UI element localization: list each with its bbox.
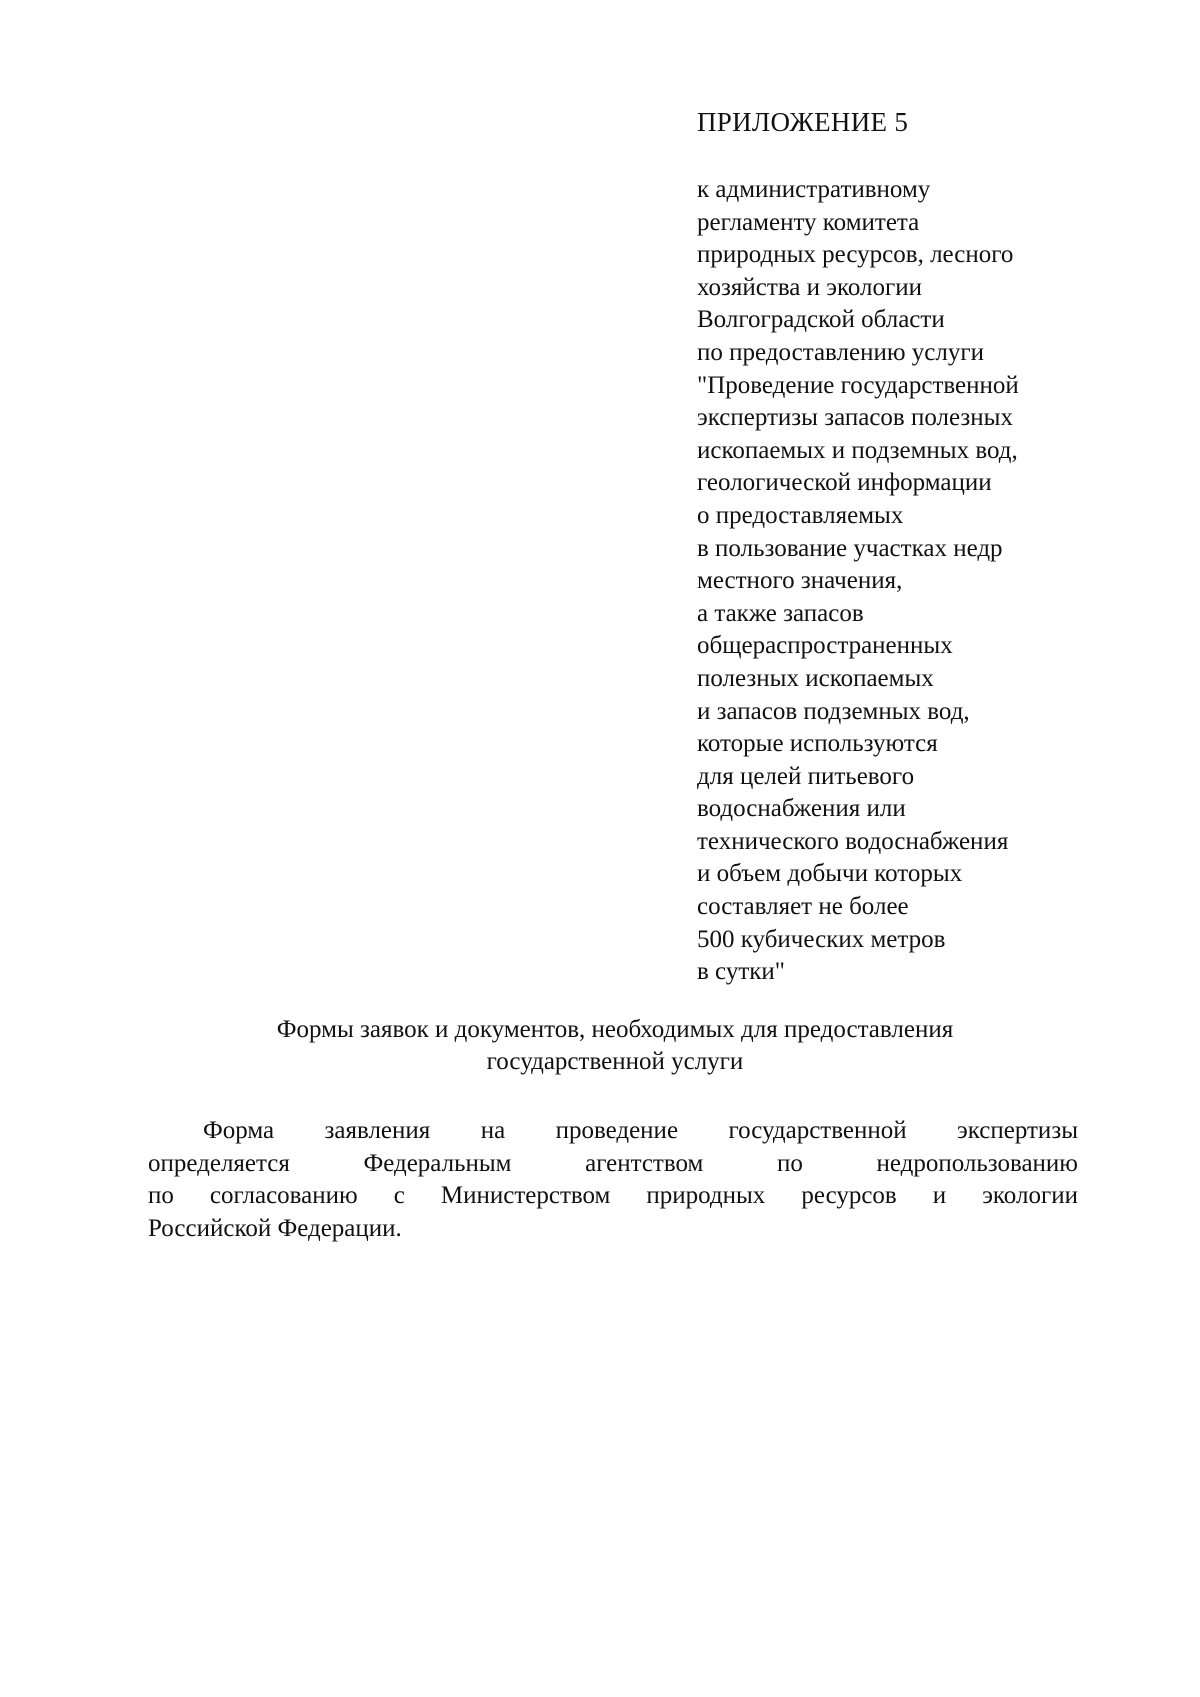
appendix-line: геологической информации <box>697 469 992 497</box>
paragraph-line <box>148 1148 1078 1181</box>
appendix-line: общераспространенных <box>697 632 953 660</box>
appendix-line: в сутки" <box>697 958 785 986</box>
appendix-line: местного значения, <box>697 567 903 595</box>
appendix-line: Волгоградской области <box>697 306 945 334</box>
appendix-line: 500 кубических метров <box>697 925 946 953</box>
section-heading-line: государственной услуги <box>486 1048 744 1075</box>
appendix-line: по предоставлению услуги <box>697 338 984 366</box>
appendix-line: технического водоснабжения <box>697 827 1009 855</box>
appendix-line: составляет не более <box>697 893 909 921</box>
appendix-line: полезных ископаемых <box>697 664 934 692</box>
appendix-line: водоснабжения или <box>697 795 906 823</box>
appendix-line: экспертизы запасов полезных <box>697 404 1013 432</box>
word: Министерством <box>440 1182 611 1209</box>
word: и <box>932 1182 947 1209</box>
word: по <box>148 1182 174 1209</box>
appendix-line: о предоставляемых <box>697 501 904 529</box>
word: заявления <box>324 1117 431 1144</box>
body-paragraph <box>148 1115 1078 1245</box>
word: Форма <box>203 1117 275 1144</box>
word: экологии <box>982 1182 1078 1209</box>
appendix-line: ископаемых и подземных вод, <box>697 436 1018 464</box>
word: природных <box>646 1182 766 1209</box>
word: определяется <box>148 1149 290 1177</box>
word: проведение <box>555 1117 679 1144</box>
word: недропользованию <box>876 1149 1078 1177</box>
word: агентством <box>585 1149 704 1177</box>
appendix-line: которые используются <box>697 730 938 758</box>
paragraph-line <box>148 1180 1078 1213</box>
section-heading <box>140 1014 1090 1078</box>
paragraph-line <box>148 1115 1078 1148</box>
appendix-line: хозяйства и экологии <box>697 273 923 301</box>
word: Федеральным <box>363 1149 512 1177</box>
appendix-line: а также запасов <box>697 599 864 627</box>
appendix-line: и объем добычи которых <box>697 860 963 888</box>
appendix-line: к административному <box>697 176 931 203</box>
word: с <box>393 1182 405 1209</box>
word: государственной <box>728 1117 907 1144</box>
appendix-line: для целей питьевого <box>697 762 915 790</box>
word: ресурсов <box>801 1182 897 1209</box>
appendix-line: и запасов подземных вод, <box>697 697 970 725</box>
word: экспертизы <box>957 1117 1078 1144</box>
word: по <box>776 1149 803 1177</box>
appendix-line: регламенту комитета <box>697 208 920 236</box>
appendix-subtitle <box>697 174 1097 989</box>
appendix-line: "Проведение государственной <box>697 371 1019 399</box>
word: согласованию <box>209 1182 358 1209</box>
section-heading-line: Формы заявок и документов, необходимых для предоставления <box>276 1016 954 1043</box>
appendix-line: природных ресурсов, лесного <box>697 241 1014 269</box>
word: на <box>480 1117 506 1144</box>
paragraph-line: Российской Федерации. <box>148 1214 402 1242</box>
appendix-title: ПРИЛОЖЕНИЕ 5 <box>697 107 909 137</box>
appendix-line: в пользование участках недр <box>697 534 1003 562</box>
